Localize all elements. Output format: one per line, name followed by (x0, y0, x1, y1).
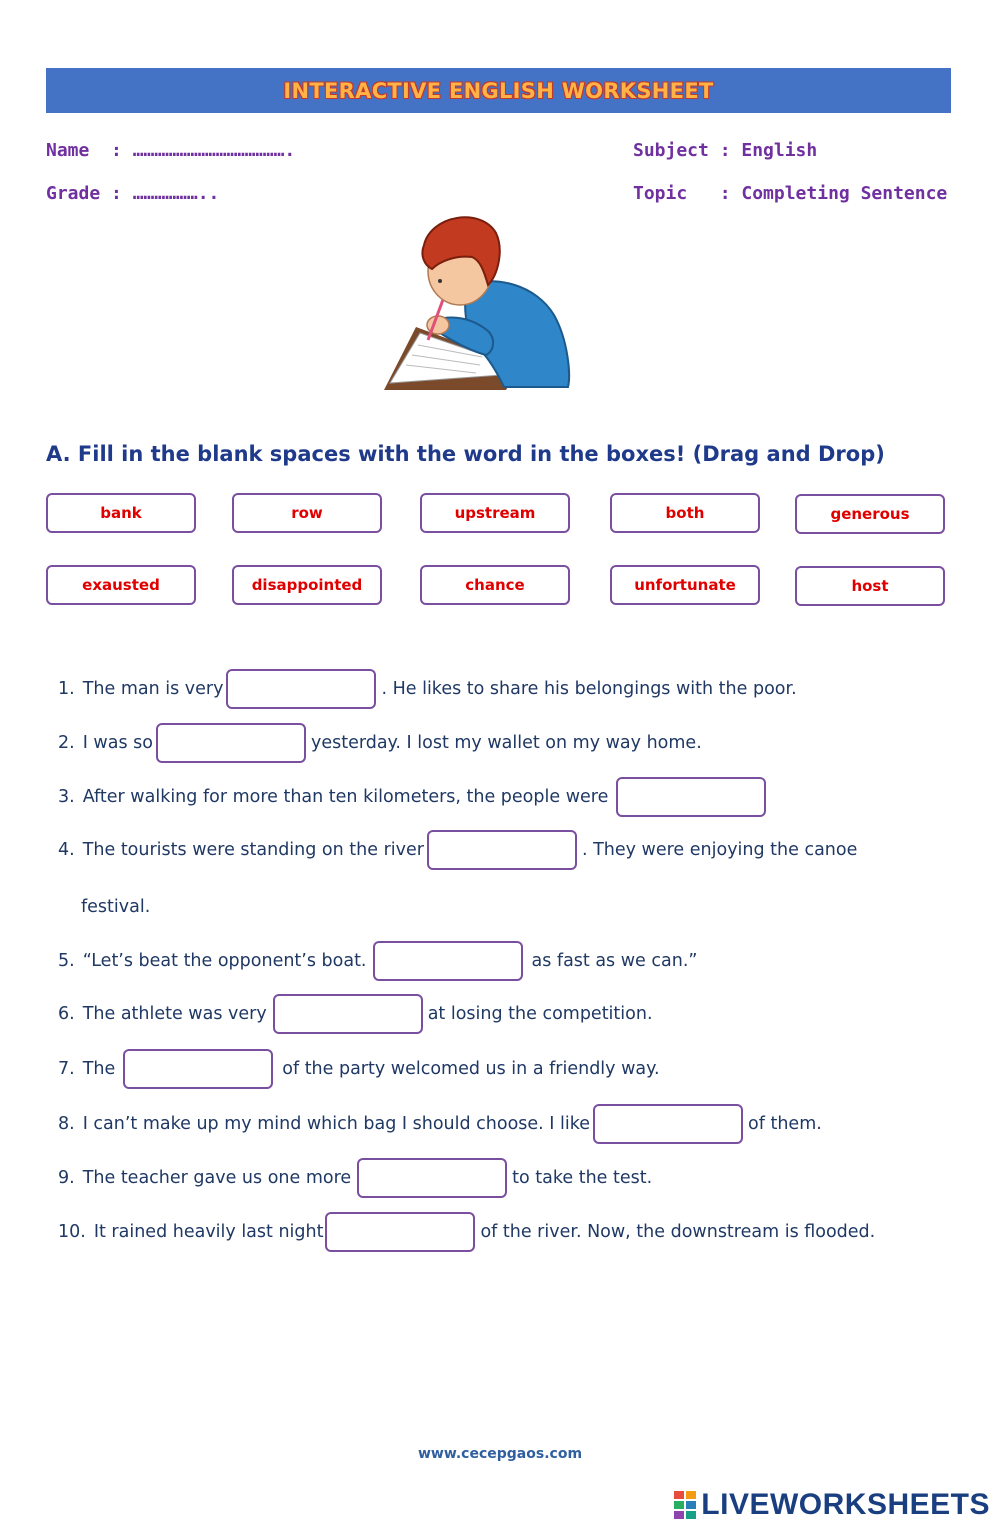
title-banner (46, 68, 951, 113)
word-card-chance[interactable]: chance (420, 565, 570, 605)
question-4-continuation (81, 885, 150, 929)
subject-line: Subject : English (633, 140, 818, 161)
answer-blank-2[interactable] (156, 723, 306, 763)
answer-blank-1[interactable] (226, 669, 376, 709)
footer-url[interactable]: www.cecepgaos.com (417, 1446, 583, 1462)
boy-writing-illustration (376, 205, 576, 395)
question-number: 8. (58, 1114, 75, 1134)
word-card-upstream[interactable]: upstream (420, 493, 570, 533)
question-9 (58, 1156, 652, 1200)
question-text-before: The athlete was very (82, 1004, 267, 1024)
name-field-line: Name : ……………………………………. (46, 140, 296, 161)
answer-blank-4[interactable] (427, 830, 577, 870)
question-1 (58, 667, 797, 711)
answer-blank-9[interactable] (357, 1158, 507, 1198)
question-2 (58, 721, 702, 765)
liveworksheets-logo[interactable] (673, 1488, 990, 1522)
question-number: 4. (58, 840, 75, 860)
question-text-after: yesterday. I lost my wallet on my way home. (310, 733, 702, 753)
question-text-after: of them. (748, 1114, 822, 1134)
question-number: 1. (58, 679, 75, 699)
answer-blank-3[interactable] (616, 777, 766, 817)
question-text-before: After walking for more than ten kilometers, the people were (82, 787, 609, 807)
word-card-host[interactable]: host (795, 566, 945, 606)
question-text-after: . They were enjoying the canoe (581, 840, 858, 860)
question-text-before: It rained heavily last night (93, 1222, 324, 1242)
question-number: 5. (58, 951, 75, 971)
liveworksheets-brand: LIVEWORKSHEETS (701, 1488, 990, 1521)
word-card-disappointed[interactable]: disappointed (232, 565, 382, 605)
question-text-before: The teacher gave us one more (82, 1168, 352, 1188)
word-card-row[interactable]: row (232, 493, 382, 533)
word-card-both[interactable]: both (610, 493, 760, 533)
question-text-after: as fast as we can.” (531, 951, 698, 971)
question-number: 10. (58, 1222, 86, 1242)
question-number: 6. (58, 1004, 75, 1024)
question-number: 2. (58, 733, 75, 753)
answer-blank-5[interactable] (373, 941, 523, 981)
answer-blank-8[interactable] (593, 1104, 743, 1144)
question-text-after: at losing the competition. (427, 1004, 653, 1024)
question-number: 9. (58, 1168, 75, 1188)
liveworksheets-icon (673, 1490, 697, 1520)
word-card-exausted[interactable]: exausted (46, 565, 196, 605)
question-text-after: of the river. Now, the downstream is flooded. (480, 1222, 876, 1242)
grade-field-line: Grade : ……………….. (46, 183, 220, 204)
question-8 (58, 1102, 822, 1146)
question-text-after: . He likes to share his belongings with the poor. (381, 679, 797, 699)
question-text-before: I can’t make up my mind which bag I should choose. I like (82, 1114, 591, 1134)
word-card-generous[interactable]: generous (795, 494, 945, 534)
section-instruction: A. Fill in the blank spaces with the word in the boxes! (Drag and Drop) (46, 442, 885, 466)
question-text-after: of the party welcomed us in a friendly way. (282, 1059, 660, 1079)
question-5 (58, 939, 697, 983)
question-number: 7. (58, 1059, 75, 1079)
answer-blank-7[interactable] (123, 1049, 273, 1089)
question-7 (58, 1047, 660, 1091)
question-text-before: The (82, 1059, 116, 1079)
question-text-before: “Let’s beat the opponent’s boat. (82, 951, 367, 971)
answer-blank-10[interactable] (325, 1212, 475, 1252)
question-4 (58, 828, 857, 872)
question-text-after: to take the test. (512, 1168, 653, 1188)
question-text-before: The tourists were standing on the river (82, 840, 424, 860)
question-10 (58, 1210, 875, 1254)
question-3 (58, 775, 771, 819)
worksheet-title: INTERACTIVE ENGLISH WORKSHEET (283, 78, 714, 103)
topic-line: Topic : Completing Sentence (633, 183, 948, 204)
question-6 (58, 992, 653, 1036)
question-number: 3. (58, 787, 75, 807)
word-card-bank[interactable]: bank (46, 493, 196, 533)
question-text-continuation: festival. (81, 897, 151, 917)
question-text-before: The man is very (82, 679, 224, 699)
answer-blank-6[interactable] (273, 994, 423, 1034)
question-text-before: I was so (82, 733, 153, 753)
word-card-unfortunate[interactable]: unfortunate (610, 565, 760, 605)
